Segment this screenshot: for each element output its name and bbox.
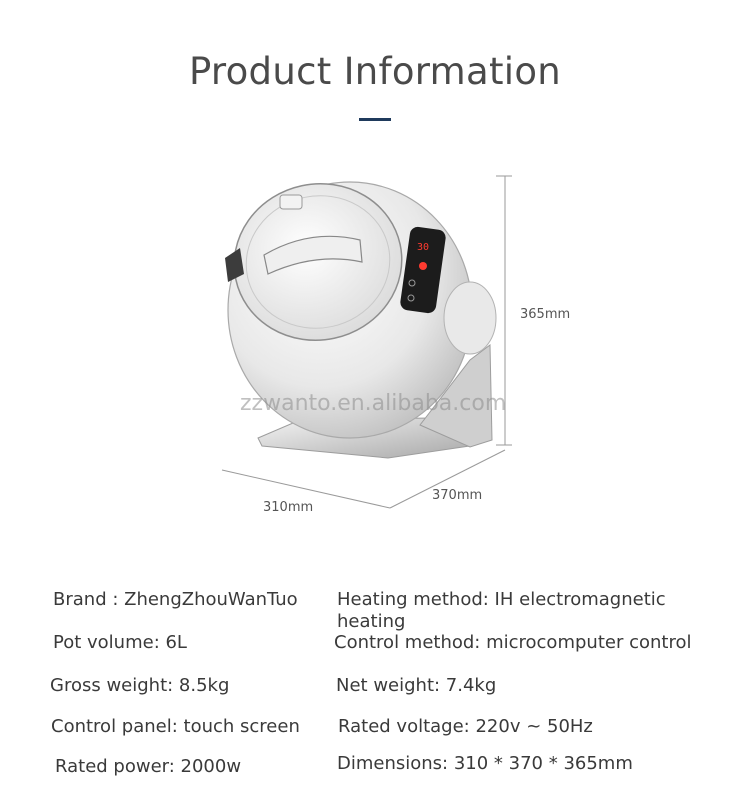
spec-dimensions: Dimensions: 310 * 370 * 365mm bbox=[337, 753, 633, 774]
height-label: 365mm bbox=[520, 307, 571, 322]
width-label: 310mm bbox=[263, 500, 314, 515]
spec-control-method: Control method: microcomputer control bbox=[334, 632, 692, 653]
spec-net-weight: Net weight: 7.4kg bbox=[336, 675, 497, 696]
spec-pot-volume: Pot volume: 6L bbox=[53, 632, 187, 653]
steam-vent bbox=[280, 195, 302, 209]
watermark: zzwanto.en.alibaba.com bbox=[240, 391, 507, 416]
spec-gross-weight: Gross weight: 8.5kg bbox=[50, 675, 230, 696]
spec-brand: Brand : ZhengZhouWanTuo bbox=[53, 589, 298, 610]
power-button bbox=[419, 262, 427, 270]
side-disc bbox=[444, 282, 496, 354]
display-readout: 30 bbox=[416, 242, 430, 253]
page-title: Product Information bbox=[188, 50, 562, 93]
spec-rated-voltage: Rated voltage: 220v ~ 50Hz bbox=[338, 716, 593, 737]
spec-heating-method: Heating method: IH electromagnetic heating bbox=[337, 589, 666, 632]
spec-rated-power: Rated power: 2000w bbox=[55, 756, 242, 777]
depth-label: 370mm bbox=[432, 488, 483, 503]
spec-control-panel: Control panel: touch screen bbox=[51, 716, 300, 737]
